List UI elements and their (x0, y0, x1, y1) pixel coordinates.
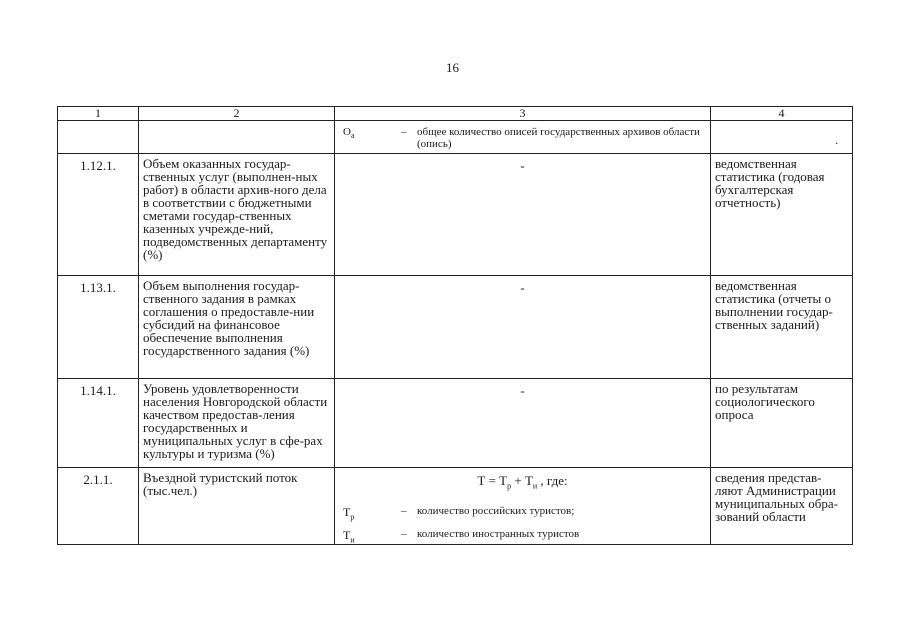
formula-definition-cell: $О_а$ – общее количество описей государственных архивов области (опись) (335, 121, 711, 154)
source-cell: ведомственная статистика (отчеты о выполнении государ-ственных заданий) (711, 276, 853, 379)
formula-definition: $Т_и$ – количество иностранных туристов (343, 527, 580, 545)
formula-cell (335, 468, 711, 545)
row-number: 1.13.1. (58, 276, 139, 379)
table-row (58, 276, 853, 379)
header-cell-3: 3 (335, 107, 711, 121)
indicator-name: Въездной туристский поток (тыс.чел.) (139, 468, 335, 545)
source-cell: . (711, 121, 853, 154)
indicator-name: Объем оказанных государ-ственных услуг (выполнен-ных работ) в области архив-ного дела в соответствии с бюджетными сметами государ-ственных казенных учрежде-ний, подведомственных департаменту (%) (139, 154, 335, 276)
page-number: 16 (446, 60, 459, 75)
source-cell: по результатам социологического опроса (711, 379, 853, 468)
header-row (58, 107, 853, 121)
row-number: 1.14.1. (58, 379, 139, 468)
table-row (58, 154, 853, 276)
formula-cell: - (335, 276, 711, 379)
definition-text: общее количество описей государственных архивов области (опись) (417, 126, 700, 150)
source-cell: ведомственная статистика (годовая бухгалтерская отчетность) (711, 154, 853, 276)
indicator-name: Уровень удовлетворенности населения Новгородской области качеством предостав-ления государственных и муниципальных услуг в сфе-рах культуры и туризма (%) (139, 379, 335, 468)
source-cell: сведения представ-ляют Администрации муниципальных обра-зований области (711, 468, 853, 545)
table-row (58, 379, 853, 468)
header-cell-4: 4 (711, 107, 853, 121)
symbol: О (343, 126, 351, 138)
formula: $Т = Т_р + Т_и$ , где: (477, 473, 568, 491)
header-cell-1: 1 (58, 107, 139, 121)
row-number: 2.1.1. (58, 468, 139, 545)
formula-cell: - (335, 379, 711, 468)
formula-definition: $Т_р$ – количество российских туристов; (343, 504, 575, 521)
table-row (58, 121, 853, 154)
formula-cell: - (335, 154, 711, 276)
row-number: 1.12.1. (58, 154, 139, 276)
table-row (58, 468, 853, 545)
indicator-name: Объем выполнения государ-ственного задания в рамках соглашения о предоставле-нии субсидий на финансовое обеспечение выполнения государственного задания (%) (139, 276, 335, 379)
indicator-table (57, 106, 853, 545)
header-cell-2: 2 (139, 107, 335, 121)
